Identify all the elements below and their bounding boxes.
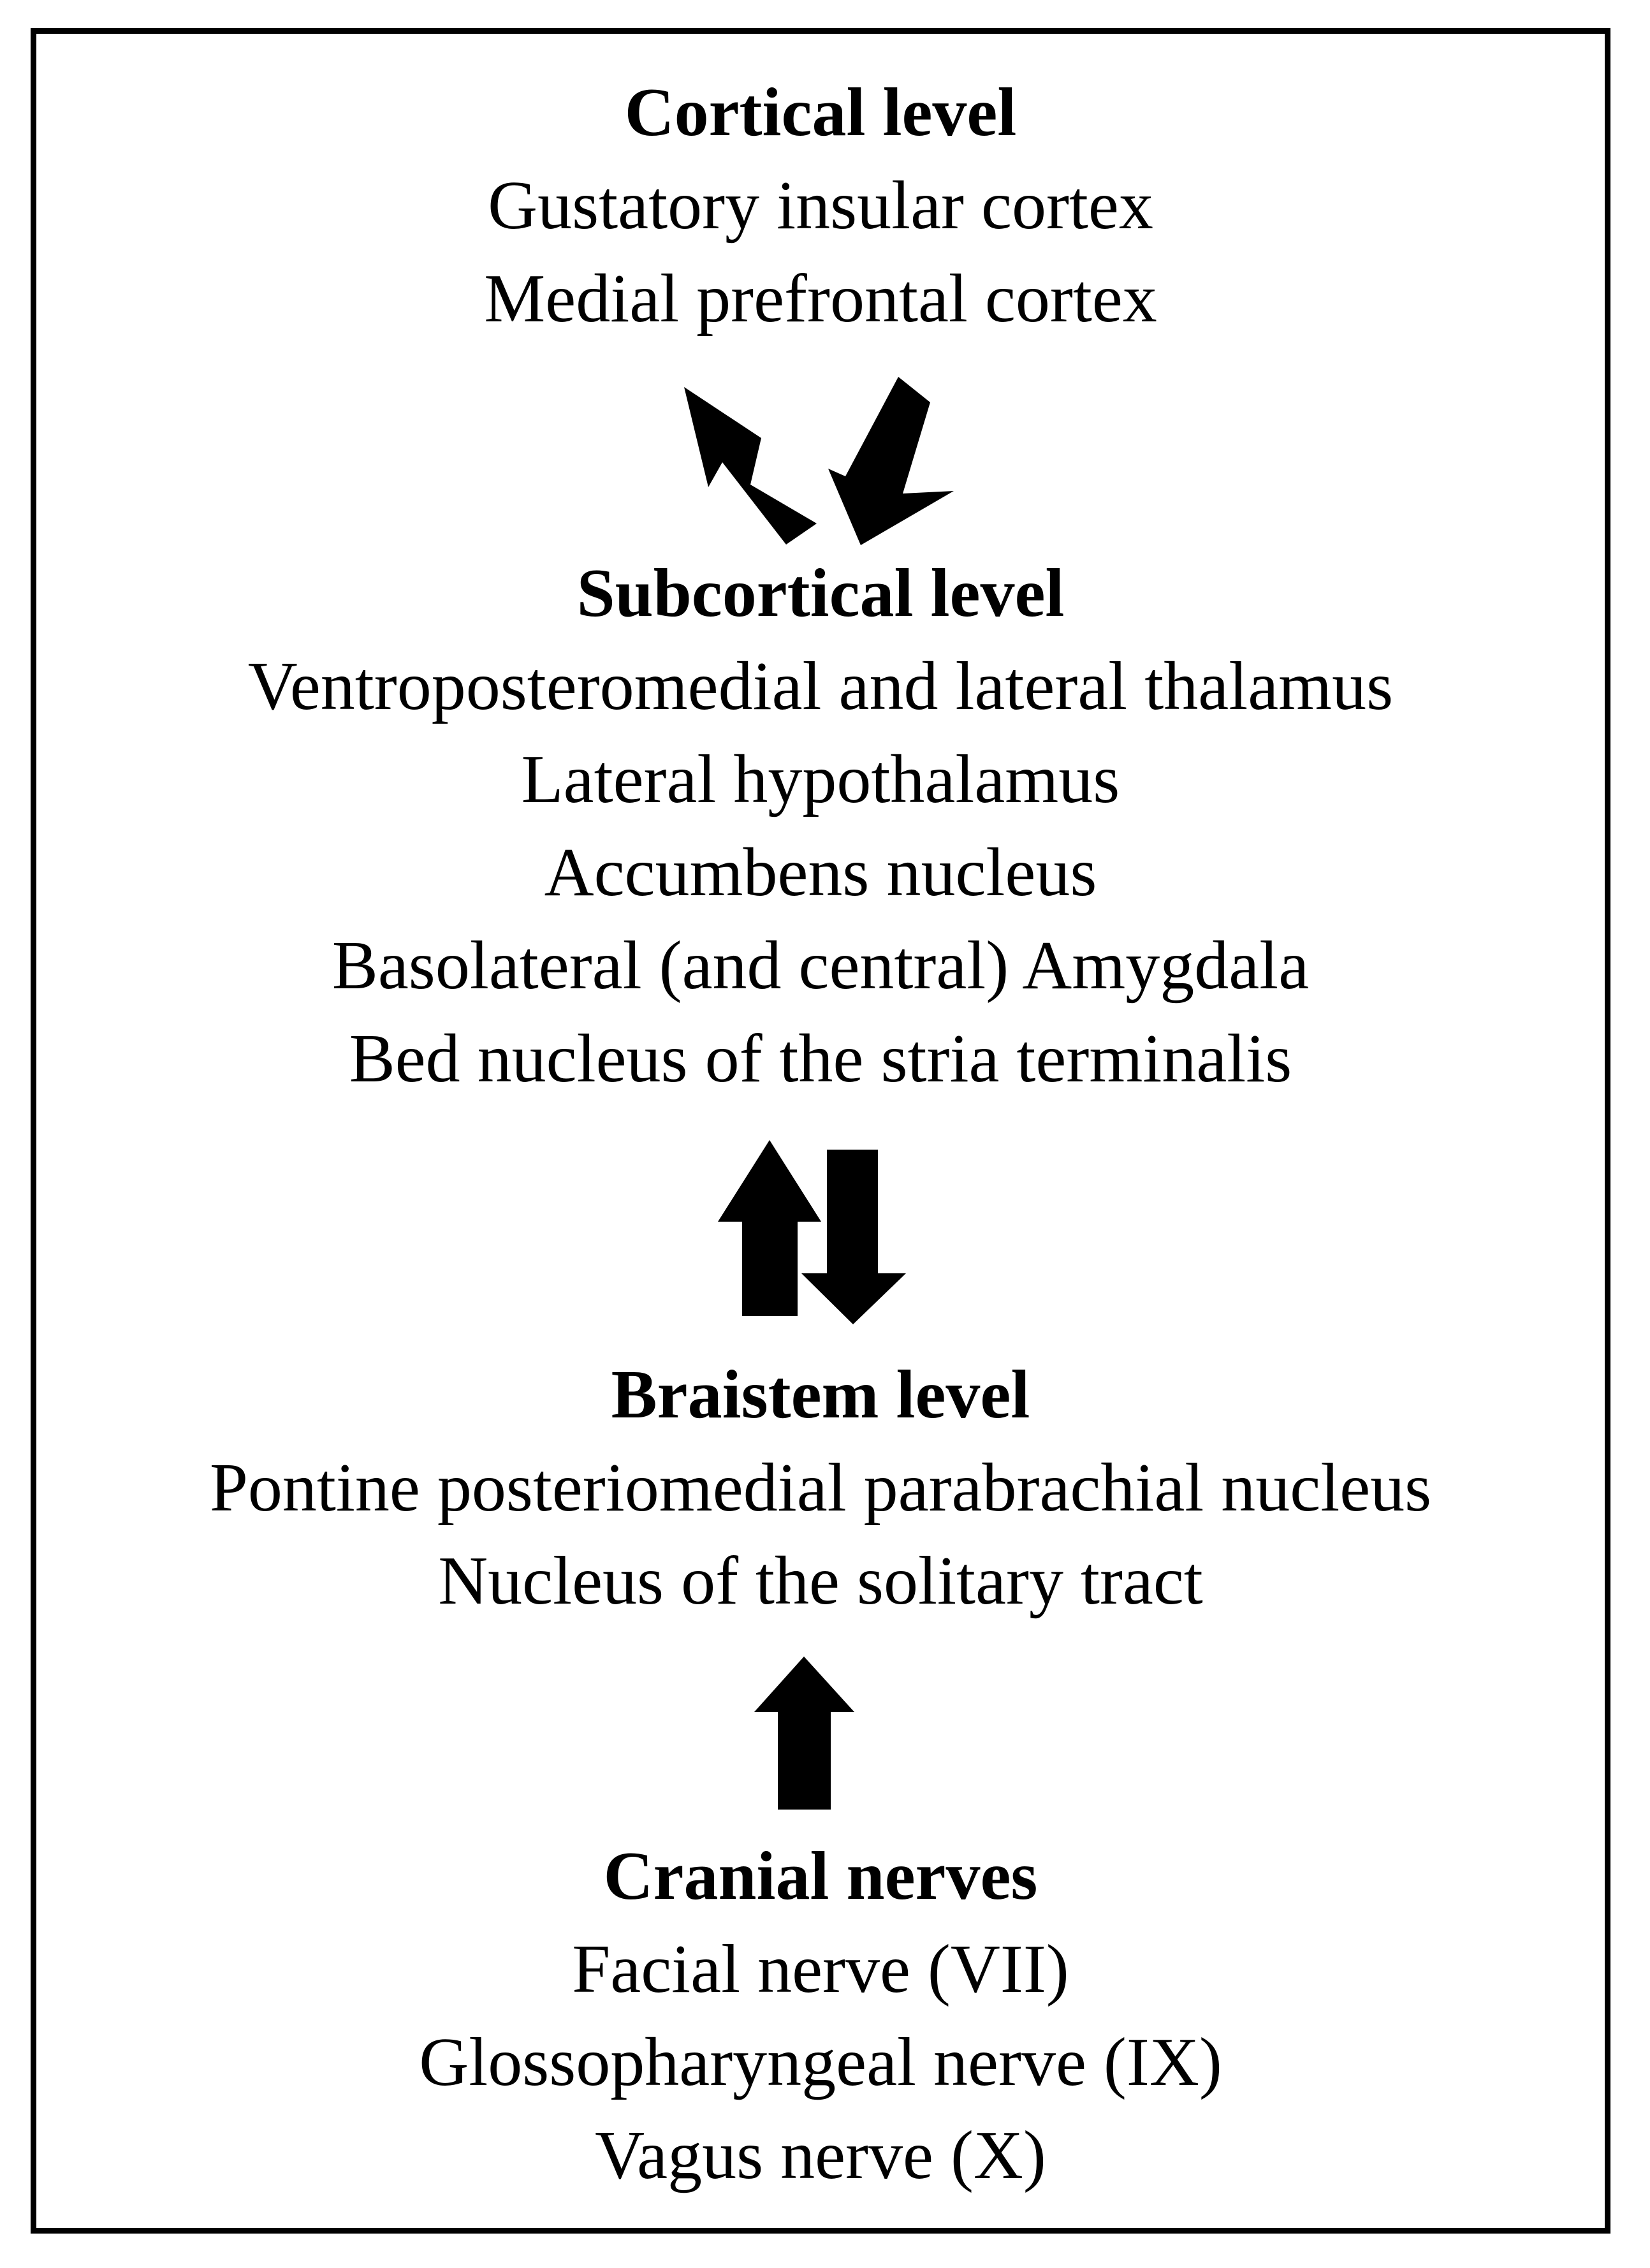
subcortical-level-section [31, 547, 1610, 1106]
cortical-level-heading: Cortical level [624, 75, 1017, 150]
subcortical-item: Accumbens nucleus [544, 835, 1097, 911]
subcortical-level-heading: Subcortical level [576, 555, 1065, 631]
subcortical-item: Ventroposteromedial and lateral thalamus [247, 648, 1394, 724]
brainstem-level-section [31, 1349, 1610, 1628]
subcortical-item: Lateral hypothalamus [521, 742, 1120, 817]
subcortical-item: Bed nucleus of the stria terminalis [349, 1021, 1292, 1097]
brainstem-item: Nucleus of the solitary tract [438, 1543, 1203, 1619]
brainstem-level-heading: Braistem level [611, 1357, 1030, 1433]
cranial-nerves-section [31, 1830, 1610, 2202]
cranial-nerve-item: Vagus nerve (X) [595, 2118, 1046, 2193]
cranial-nerves-heading: Cranial nerves [603, 1838, 1038, 1914]
cranial-nerve-item: Facial nerve (VII) [572, 1931, 1069, 2007]
brainstem-item: Pontine posteriomedial parabrachial nucleus [209, 1450, 1432, 1526]
cranial-nerve-item: Glossopharyngeal nerve (IX) [419, 2024, 1222, 2100]
cortical-level-section [31, 66, 1610, 346]
subcortical-item: Basolateral (and central) Amygdala [332, 928, 1310, 1004]
cortical-item: Gustatory insular cortex [488, 168, 1153, 244]
cortical-item: Medial prefrontal cortex [484, 261, 1157, 337]
